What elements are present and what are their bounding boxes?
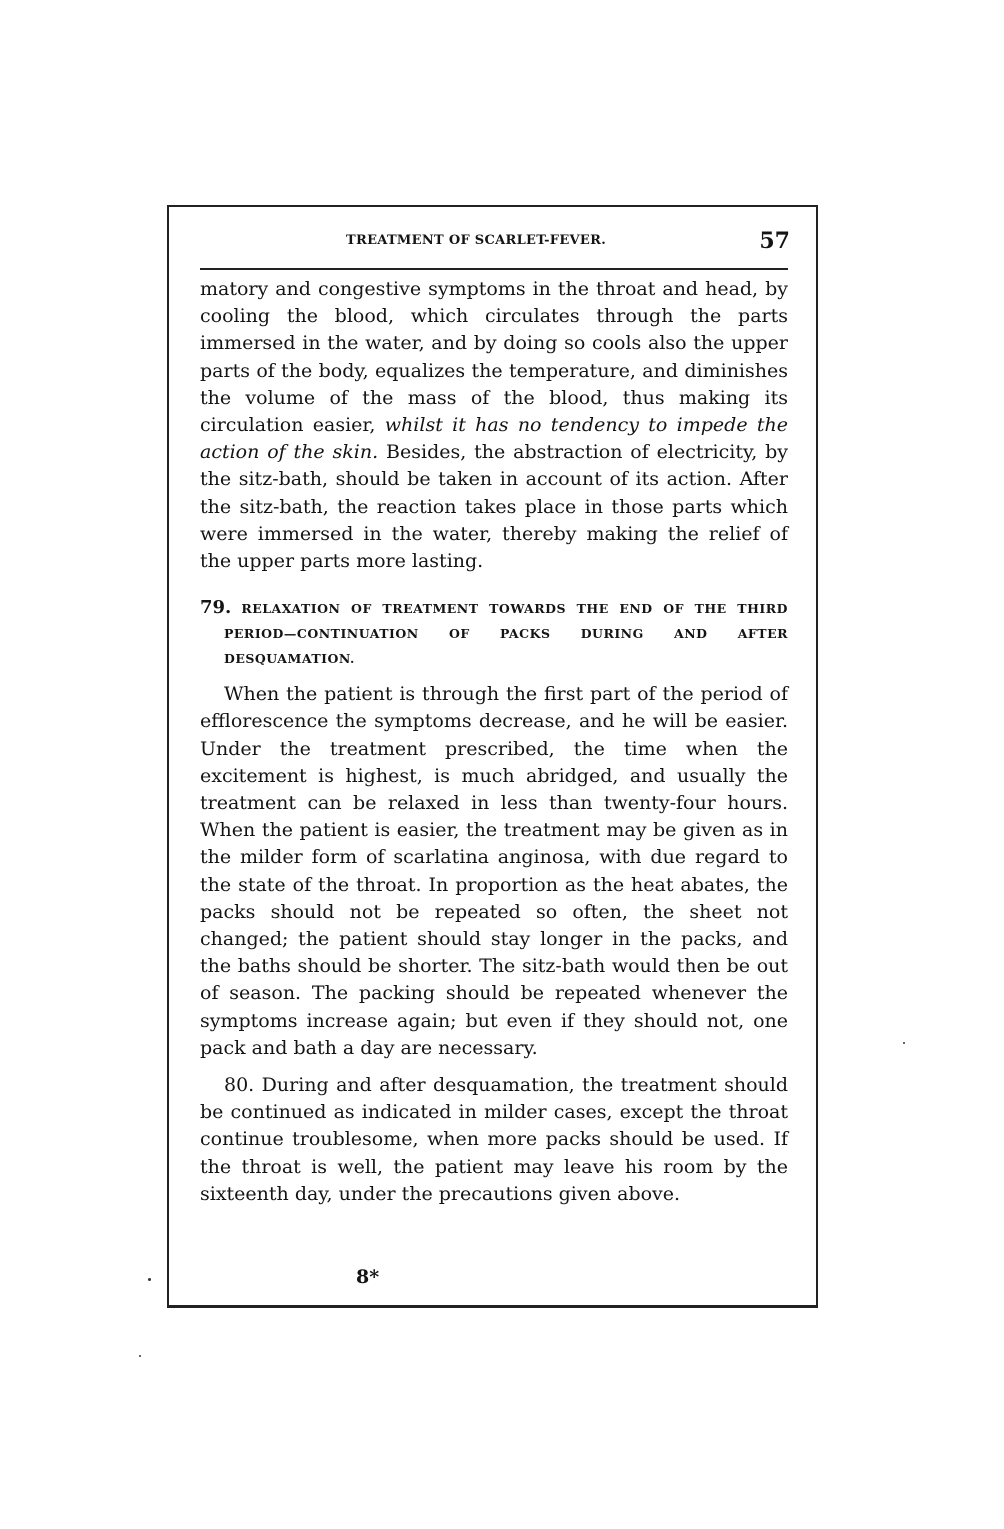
italic-emphasis: whilst it has no tendency to impede the action of the skin.: [200, 414, 788, 464]
paragraph-text: Besides, the abstraction of electricity, by the sitz-bath, should be taken in account of its action. After the sitz-bath, the reaction takes place in those parts which were immersed in the water, thereby making the relief of the upper parts more lasting.: [200, 441, 789, 573]
page-number: 57: [759, 228, 790, 254]
signature-mark: 8*: [356, 1266, 380, 1288]
margin-speck: [903, 1042, 905, 1044]
header-rule: [200, 268, 788, 270]
section-heading-79: [200, 595, 788, 671]
paragraph-continued: [200, 276, 788, 575]
margin-speck: [139, 1355, 141, 1357]
paragraph-80: 80. During and after desquamation, the treatment should be continued as indicated in milder cases, except the throat continue troublesome, when more packs should be used. If the throat is well, the patient may leave his room by the sixteenth day, under the precautions given above.: [200, 1074, 788, 1205]
text-column: [200, 276, 788, 1208]
running-head: [200, 228, 790, 258]
paragraph-79: When the patient is through the first part of the period of efflorescence the symptoms decrease, and he will be easier. Under the treatment prescribed, the time when the excitement is highest, is much abridged, and usually the treatment can be relaxed in less than twenty-four hours. When the patient is easier, the treatment may be given as in the milder form of scarlatina anginosa, with due regard to the state of the throat. In proportion as the heat abates, the packs should not be repeated so often, the sheet not changed; the patient should stay longer in the packs, and the baths should be shorter. The sitz-bath would then be out of season. The packing should be repeated whenever the symptoms increase again; but even if they should not, one pack and bath a day are necessary.: [200, 683, 788, 1059]
running-title: TREATMENT OF SCARLET-FEVER.: [346, 233, 607, 248]
margin-speck: [148, 1278, 151, 1281]
paragraph-text: matory and congestive symptoms in the throat and head, by cooling the blood, which circulates through the parts immersed in the water, and by doing so cools also the upper parts of the body, equalizes the temperature, and diminishes the volume of the mass of the blood, thus making its circulation easier,: [200, 278, 788, 437]
section-number: 79.: [200, 597, 232, 619]
section-title: RELAXATION OF TREATMENT TOWARDS THE END OF THE THIRD PERIOD—CONTINUATION OF PACKS DURING AND AFTER DESQUAMATION.: [224, 601, 788, 667]
